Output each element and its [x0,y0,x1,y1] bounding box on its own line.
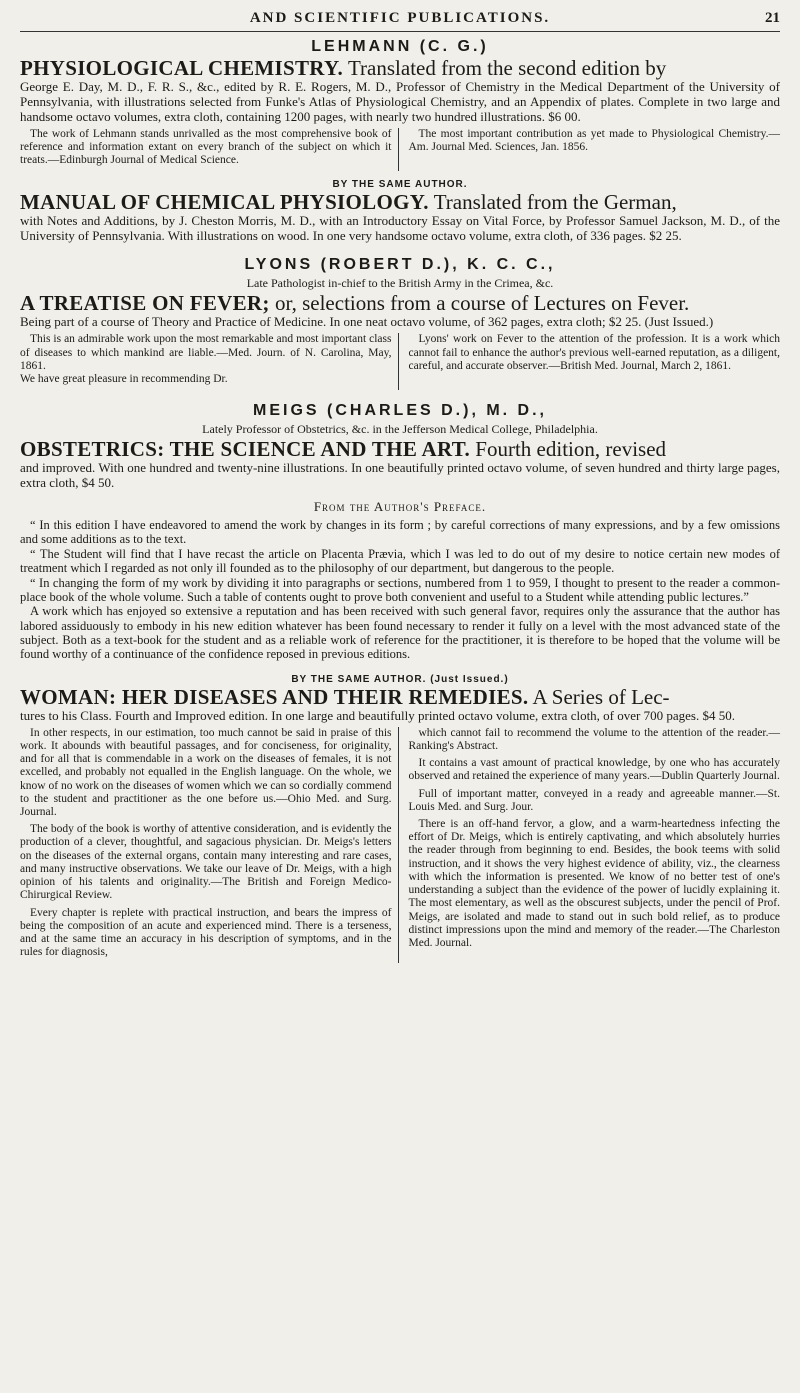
review-right [409,727,781,964]
review-text: Lyons' work on Fever to the attention of the profession. It is a work which cannot fail to enhance the author's previous well-earned reputation, as a diligent, careful, and accurate observer.—British Med. Journal, March 2, 1861. [408,333,780,372]
author-heading: MEIGS (CHARLES D.), M. D., [253,402,547,420]
preface-paragraph: “ In changing the form of my work by dividing it into paragraphs or sections, numbered from 1 to 959, I thought to present to the reader a common-place book of the whole volume. Such a table of contents ought to prove both convenient and useful to a Student while attending public lectures.” [20,575,780,604]
review-text: There is an off-hand fervor, a glow, and a warm-heartedness infecting the effort of Dr. Meigs, which is entirely captivating, and which absolutely hurries the reader through from beginning to end. Besides, the book teems with solid instruction, and it shows the very highest evidence of ability, viz., the clearness with which the information is presented. We know of no better test of one's understanding a subject than the evidence of the power of lucidly explaining it. The most elementary, as well as the obscurest subjects, under the pencil of Prof. Meigs, are isolated and made to stand out in such bold relief, as to produce distinct impressions upon the mind and memory of the reader.—The Charleston Med. Journal. [408,818,780,949]
book-description: with Notes and Additions, by J. Cheston Morris, M. D., with an Introductory Essay on Vital Force, by Professor Samuel Jackson, M. D., of the University of Pennsylvania. With illustrations on wood. In one very handsome octavo volume, extra cloth, of 336 pages. $2 25. [20,213,780,244]
book-title-line [20,58,780,79]
book-title-rest: A Series of Lec- [532,684,670,709]
running-head [20,10,780,27]
review-text: Full of important matter, conveyed in a ready and agreeable manner.—St. Louis Med. and Surg. Jour. [408,787,780,813]
preface-text [20,518,780,662]
review-text: Every chapter is replete with practical instruction, and bears the impress of being the composition of an acute and experienced mind. There is a terseness, and at the same time an accuracy in his description of symptoms, and in the rules for diagnosis, [20,906,392,959]
book-description: tures to his Class. Fourth and Improved edition. In one large and beautifully printed octavo volume, extra cloth, of over 700 pages. $4 50. [20,707,735,723]
review-left [20,727,399,964]
review-columns [20,128,780,172]
review-text: The body of the book is worthy of attentive consideration, and is evidently the production of a clever, thoughtful, and sagacious physician. Dr. Meigs's letters on the diseases of the external organs, contain many interesting and rare cases, and many instructive observations. We take our leave of Dr. Meigs, with a high opinion of his talents and originality.—The British and Foreign Medico-Chirurgical Review. [20,823,392,902]
same-author-label: BY THE SAME AUTHOR. (Just Issued.) [291,673,509,685]
preface-paragraph: “ The Student will find that I have recast the article on Placenta Prævia, which I was led to do out of my desire to notice certain new modes of treatment which I regarded as not only ill founded as to the philosophy of our department, but dangerous to the people. [20,546,780,576]
book-title-line [20,192,780,213]
review-right [409,128,781,172]
running-head-title: AND SCIENTIFIC PUBLICATIONS. [249,10,551,26]
book-title: OBSTETRICS: THE SCIENCE AND THE ART. [20,437,471,462]
preface-paragraph: A work which has enjoyed so extensive a reputation and has been received with such general favor, requires only the assurance that the author has labored assiduously to embody in his new edition whatever has been found necessary to render it fully on a level with the most advanced state of the subject. Both as a text-book for the student and as a reliable work of reference for the practitioner, it is therefore to be hoped that the volume will be found worthy of a continuance of the confidence reposed in previous editions. [20,604,780,662]
book-title-line [20,684,780,709]
review-text: which cannot fail to recommend the volume to the attention of the reader.—Ranking's Abstract. [408,726,780,752]
review-columns [20,333,780,390]
book-title-rest: Translated from the second edition by [347,56,667,80]
book-title-line [20,439,780,460]
review-columns [20,727,780,964]
book-title: A TREATISE ON FEVER; [20,291,270,316]
review-right [409,333,781,390]
review-left [20,333,399,390]
author-heading: LYONS (ROBERT D.), K. C. C., [244,256,556,274]
preface-paragraph: “ In this edition I have endeavored to amend the work by changes in its form ; by careful corrections of many expressions, and by a few omissions and some additions as to the text. [20,518,780,547]
author-heading: LEHMANN (C. G.) [311,38,489,55]
book-title: PHYSIOLOGICAL CHEMISTRY. [20,56,344,80]
review-text: It contains a vast amount of practical knowledge, by one who has accurately observed and retained the experience of many years.—Dublin Quarterly Journal. [408,757,780,783]
author-subtitle: Lately Professor of Obstetrics, &c. in the Jefferson Medical College, Philadelphia. [202,422,598,437]
review-left [20,128,399,172]
book-title-line [20,293,780,314]
book-description: Being part of a course of Theory and Practice of Medicine. In one neat octavo volume, of 362 pages, extra cloth; $2 25. (Just Issued.) [20,314,714,330]
review-text: This is an admirable work upon the most remarkable and most important class of diseases to which mankind are liable.—Med. Journ. of N. Carolina, May, 1861. We have great pleasure in recommending Dr. [20,333,392,385]
book-description: and improved. With one hundred and twenty-nine illustrations. In one beautifully printed octavo volume, of seven hundred and thirty large pages, extra cloth, $4 50. [20,460,780,491]
preface-title: From the Author's Preface. [313,499,487,515]
book-title: MANUAL OF CHEMICAL PHYSIOLOGY. [20,190,429,215]
book-title-rest: Fourth edition, revised [475,437,667,462]
review-text: The work of Lehmann stands unrivalled as the most comprehensive book of reference and information extant on every branch of the subject on which it treats.—Edinburgh Journal of Medical Science. [20,127,392,167]
page [20,0,780,963]
author-subtitle: Late Pathologist in-chief to the British Army in the Crimea, &c. [246,276,554,291]
same-author-label: BY THE SAME AUTHOR. [332,179,468,191]
book-title-rest: Translated from the German, [433,190,677,215]
review-text: In other respects, in our estimation, too much cannot be said in praise of this work. It abounds with beautiful passages, and for conciseness, for originality, and for all that is commendable in a work on the diseases of females, it is not excelled, and probably not equalled in the English language. On the whole, we know of no work on the diseases of women which we can so cordially commend to the student and practitioner as the one before us.—Ohio Med. and Surg. Journal. [20,726,392,819]
book-description: George E. Day, M. D., F. R. S., &c., edited by R. E. Rogers, M. D., Professor of Chemistry in the Medical Department of the University of Pennsylvania, with illustrations selected from Funke's Atlas of Physiological Chemistry, and an Appendix of plates. Complete in two large and handsome octavo volumes, extra cloth, containing 1200 pages, with nearly two hundred illustrations. $6 00. [20,79,780,124]
divider [20,31,780,32]
book-title-rest: or, selections from a course of Lectures on Fever. [274,291,690,316]
page-number: 21 [765,10,780,26]
book-title: WOMAN: HER DISEASES AND THEIR REMEDIES. [20,684,529,709]
review-text: The most important contribution as yet made to Physiological Chemistry.—Am. Journal Med. Sciences, Jan. 1856. [408,127,780,154]
